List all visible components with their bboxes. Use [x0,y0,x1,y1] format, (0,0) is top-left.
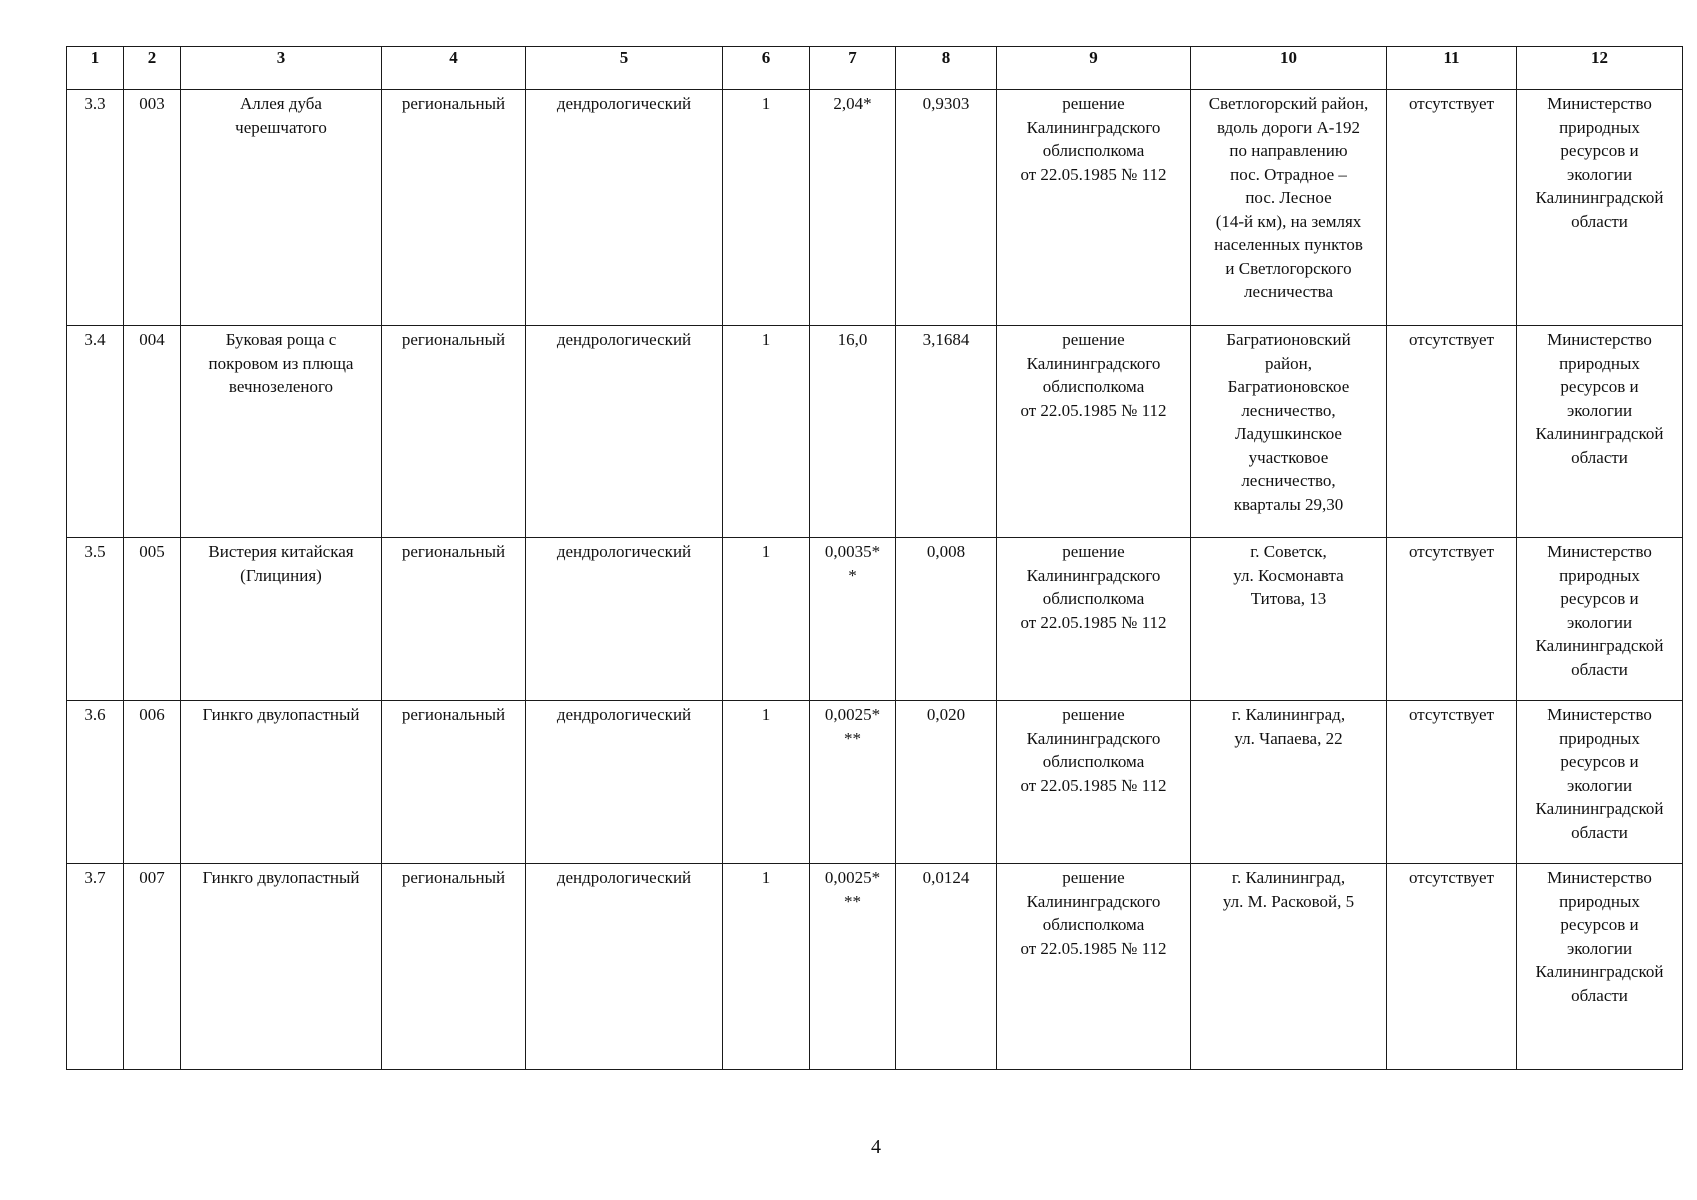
cell-cluster-status: отсутствует [1387,538,1517,701]
cell-authority: Министерство природных ресурсов и экологии Калининградской области [1517,90,1683,326]
column-header: 12 [1517,47,1683,90]
column-header: 9 [997,47,1191,90]
cell-buffer: 0,9303 [896,90,997,326]
cell-significance: региональный [382,326,526,538]
cell-number: 3.3 [67,90,124,326]
cell-profile: дендрологический [526,538,723,701]
cell-code: 005 [124,538,181,701]
protected-areas-table [66,46,1683,1070]
cell-profile: дендрологический [526,701,723,864]
cell-location: Светлогорский район, вдоль дороги А-192 по направлению пос. Отрадное – пос. Лесное (14-й км), на землях населенных пунктов и Светлогорского лесничества [1191,90,1387,326]
table-row [67,90,1683,326]
column-header: 4 [382,47,526,90]
cell-name: Аллея дуба черешчатого [181,90,382,326]
cell-cluster-status: отсутствует [1387,701,1517,864]
column-header: 1 [67,47,124,90]
cell-location: г. Калининград, ул. М. Расковой, 5 [1191,864,1387,1070]
page-number: 4 [871,1136,881,1158]
cell-decision: решение Калининградского облисполкома от 22.05.1985 № 112 [997,326,1191,538]
cell-cluster: 1 [723,326,810,538]
cell-name: Гинкго двулопастный [181,864,382,1070]
cell-authority: Министерство природных ресурсов и экологии Калининградской области [1517,538,1683,701]
cell-significance: региональный [382,864,526,1070]
cell-buffer: 0,0124 [896,864,997,1070]
cell-number: 3.5 [67,538,124,701]
column-header: 10 [1191,47,1387,90]
cell-decision: решение Калининградского облисполкома от 22.05.1985 № 112 [997,538,1191,701]
cell-cluster: 1 [723,538,810,701]
column-header: 8 [896,47,997,90]
table-row [67,326,1683,538]
header-row [67,47,1683,90]
column-header: 11 [1387,47,1517,90]
column-header: 3 [181,47,382,90]
cell-profile: дендрологический [526,864,723,1070]
cell-number: 3.6 [67,701,124,864]
cell-cluster: 1 [723,864,810,1070]
cell-decision: решение Калининградского облисполкома от 22.05.1985 № 112 [997,701,1191,864]
cell-buffer: 0,008 [896,538,997,701]
cell-significance: региональный [382,538,526,701]
table-row [67,701,1683,864]
cell-authority: Министерство природных ресурсов и экологии Калининградской области [1517,701,1683,864]
cell-buffer: 3,1684 [896,326,997,538]
cell-location: г. Советск, ул. Космонавта Титова, 13 [1191,538,1387,701]
cell-number: 3.4 [67,326,124,538]
cell-profile: дендрологический [526,90,723,326]
column-header: 7 [810,47,896,90]
cell-location: г. Калининград, ул. Чапаева, 22 [1191,701,1387,864]
cell-cluster: 1 [723,90,810,326]
cell-area: 2,04* [810,90,896,326]
cell-profile: дендрологический [526,326,723,538]
cell-cluster-status: отсутствует [1387,90,1517,326]
cell-cluster-status: отсутствует [1387,864,1517,1070]
cell-area: 0,0035* * [810,538,896,701]
cell-name: Буковая роща с покровом из плюща вечнозеленого [181,326,382,538]
table-row [67,538,1683,701]
column-header: 2 [124,47,181,90]
cell-significance: региональный [382,701,526,864]
column-header: 6 [723,47,810,90]
column-header: 5 [526,47,723,90]
cell-code: 004 [124,326,181,538]
cell-area: 0,0025* ** [810,864,896,1070]
cell-location: Багратионовский район, Багратионовское лесничество, Ладушкинское участковое лесничество, кварталы 29,30 [1191,326,1387,538]
cell-decision: решение Калининградского облисполкома от 22.05.1985 № 112 [997,90,1191,326]
cell-cluster-status: отсутствует [1387,326,1517,538]
cell-area: 16,0 [810,326,896,538]
cell-name: Вистерия китайская (Глициния) [181,538,382,701]
cell-name: Гинкго двулопастный [181,701,382,864]
cell-number: 3.7 [67,864,124,1070]
cell-authority: Министерство природных ресурсов и экологии Калининградской области [1517,326,1683,538]
cell-code: 007 [124,864,181,1070]
cell-code: 003 [124,90,181,326]
cell-decision: решение Калининградского облисполкома от 22.05.1985 № 112 [997,864,1191,1070]
cell-significance: региональный [382,90,526,326]
cell-code: 006 [124,701,181,864]
table-row [67,864,1683,1070]
cell-buffer: 0,020 [896,701,997,864]
cell-authority: Министерство природных ресурсов и экологии Калининградской области [1517,864,1683,1070]
cell-area: 0,0025* ** [810,701,896,864]
cell-cluster: 1 [723,701,810,864]
